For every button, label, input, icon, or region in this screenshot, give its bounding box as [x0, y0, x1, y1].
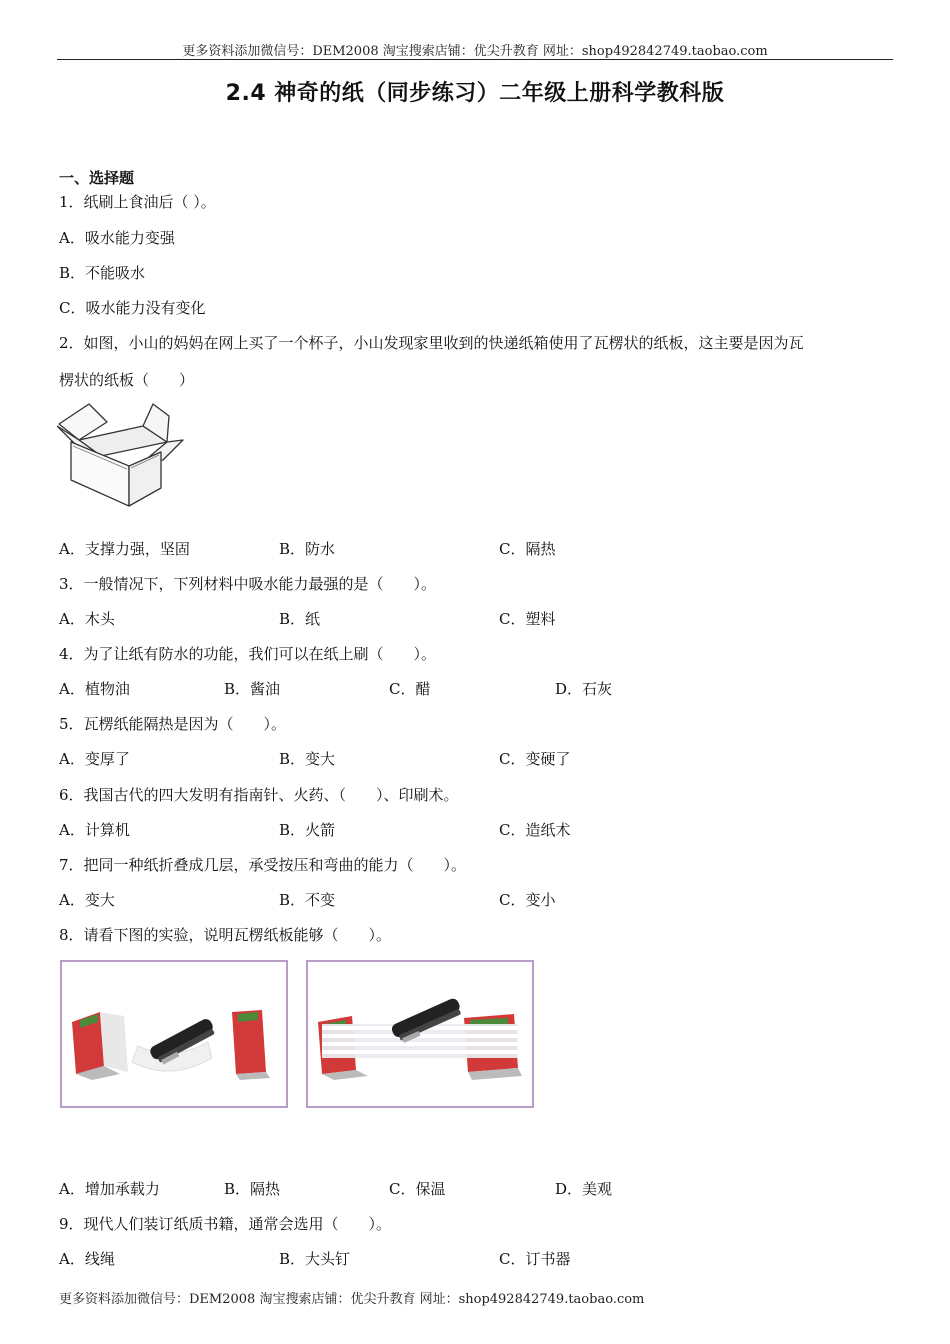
question-5-stem: 5．瓦楞纸能隔热是因为（ ）。 [59, 715, 287, 733]
question-8-option-d: D．美观 [555, 1180, 613, 1198]
question-7-stem: 7．把同一种纸折叠成几层，承受按压和弯曲的能力（ ）。 [59, 856, 467, 874]
question-6-option-c: C．造纸术 [499, 821, 571, 839]
question-9-stem: 9．现代人们装订纸质书籍，通常会选用（ ）。 [59, 1215, 392, 1233]
question-2-option-b: B．防水 [279, 540, 336, 558]
question-6-stem: 6．我国古代的四大发明有指南针、火药、（ ）、印刷术。 [59, 786, 459, 804]
page-title: 2.4 神奇的纸（同步练习）二年级上册科学教科版 [225, 81, 725, 106]
question-4-stem: 4．为了让纸有防水的功能，我们可以在纸上刷（ ）。 [59, 645, 437, 663]
experiment-photo-corrugated-paper [306, 960, 534, 1108]
question-2-option-c: C．隔热 [499, 540, 556, 558]
question-1-stem: 1．纸刷上食油后（ ）。 [59, 193, 216, 211]
question-1-option-a: A．吸水能力变强 [59, 229, 175, 247]
question-2-stem-line1: 2．如图，小山的妈妈在网上买了一个杯子，小山发现家里收到的快递纸箱使用了瓦楞状的纸板，这主要是因为瓦 [59, 334, 804, 352]
question-1-option-b: B．不能吸水 [59, 264, 146, 282]
page-footer: 更多资料添加微信号：DEM2008 淘宝搜索店铺：优尖升教育 网址：shop492842749.taobao.com [59, 1292, 645, 1307]
page-header: 更多资料添加微信号：DEM2008 淘宝搜索店铺：优尖升教育 网址：shop492842749.taobao.com [182, 44, 768, 59]
question-9-option-a: A．线绳 [59, 1250, 115, 1268]
question-7-option-c: C．变小 [499, 891, 556, 909]
question-2-stem-line2: 楞状的纸板（ ） [59, 371, 195, 389]
question-4-option-a: A．植物油 [59, 680, 130, 698]
cardboard-box-illustration [57, 402, 185, 510]
question-7-option-a: A．变大 [59, 891, 115, 909]
question-6-option-b: B．火箭 [279, 821, 336, 839]
question-4-option-b: B．酱油 [224, 680, 281, 698]
question-8-option-c: C．保温 [389, 1180, 446, 1198]
header-divider [57, 59, 893, 60]
question-8-option-b: B．隔热 [224, 1180, 281, 1198]
question-6-option-a: A．计算机 [59, 821, 130, 839]
question-5-option-a: A．变厚了 [59, 750, 130, 768]
question-4-option-d: D．石灰 [555, 680, 613, 698]
section-heading: 一、选择题 [59, 169, 135, 187]
question-3-option-b: B．纸 [279, 610, 321, 628]
question-8-stem: 8．请看下图的实验，说明瓦楞纸板能够（ ）。 [59, 926, 392, 944]
experiment-photo-flat-paper [60, 960, 288, 1108]
question-9-option-b: B．大头钉 [279, 1250, 351, 1268]
question-9-option-c: C．订书器 [499, 1250, 571, 1268]
question-3-stem: 3．一般情况下，下列材料中吸水能力最强的是（ ）。 [59, 575, 437, 593]
question-1-option-c: C．吸水能力没有变化 [59, 299, 206, 317]
question-8-option-a: A．增加承载力 [59, 1180, 160, 1198]
question-3-option-a: A．木头 [59, 610, 115, 628]
question-5-option-b: B．变大 [279, 750, 336, 768]
question-5-option-c: C．变硬了 [499, 750, 571, 768]
question-2-option-a: A．支撑力强，坚固 [59, 540, 190, 558]
question-3-option-c: C．塑料 [499, 610, 556, 628]
question-4-option-c: C．醋 [389, 680, 431, 698]
question-7-option-b: B．不变 [279, 891, 336, 909]
